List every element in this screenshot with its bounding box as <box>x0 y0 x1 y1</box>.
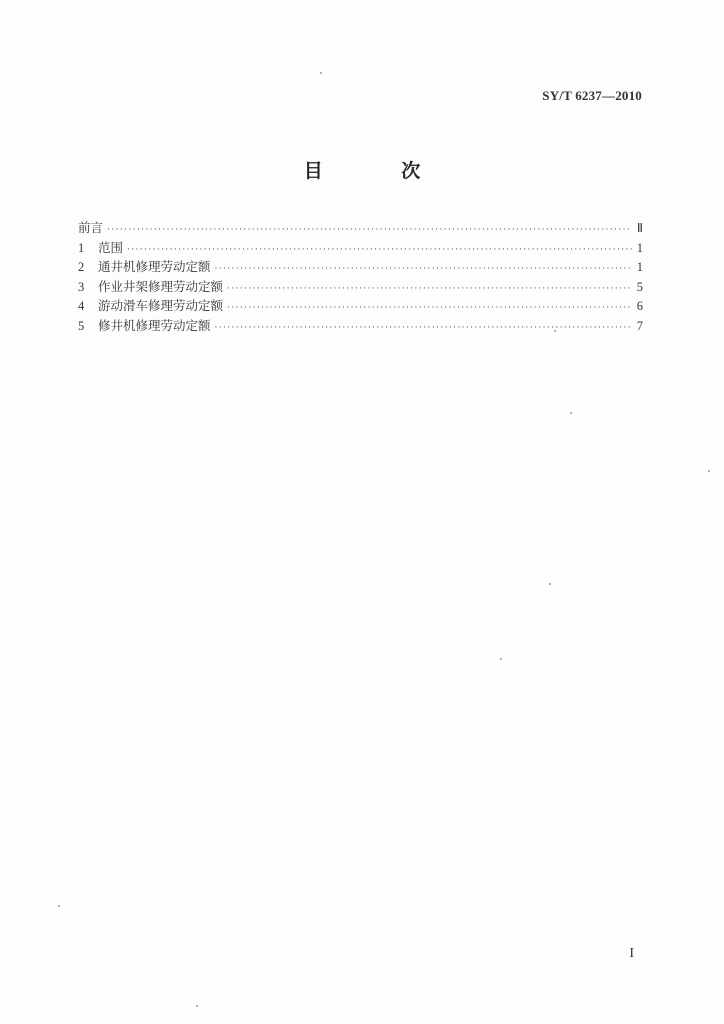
toc-entry-4[interactable] <box>78 296 643 316</box>
toc-title: 目 次 <box>303 160 457 182</box>
toc-entry-page: 7 <box>636 318 643 333</box>
scan-speck <box>58 905 60 907</box>
toc-entry-page: Ⅱ <box>636 221 643 235</box>
toc-entry-page: 1 <box>636 260 643 274</box>
scan-speck <box>554 330 556 332</box>
toc-entry-text: 前言 <box>78 220 104 235</box>
toc-entry-number: 5 <box>78 318 85 333</box>
toc-entry-2[interactable] <box>78 257 643 277</box>
toc-dot-leader <box>227 299 632 319</box>
toc-entry-number: 1 <box>78 240 85 255</box>
scan-speck <box>549 583 551 585</box>
toc-entry-page: 5 <box>636 279 643 294</box>
toc-entry-page: 1 <box>636 240 643 255</box>
toc-entry-preface[interactable] <box>78 218 643 238</box>
toc-entry-number: 3 <box>78 279 85 294</box>
toc-entry-text: 游动滑车修理劳动定额 <box>98 298 224 313</box>
scan-speck <box>708 470 710 472</box>
toc-dot-leader <box>107 221 632 241</box>
scan-speck <box>196 1005 198 1007</box>
toc-entry-3[interactable] <box>78 277 643 297</box>
table-of-contents <box>78 218 643 335</box>
toc-entry-number: 4 <box>78 299 85 313</box>
toc-dot-leader <box>215 260 632 280</box>
toc-entry-text: 范围 <box>98 239 124 255</box>
toc-entry-scope[interactable] <box>78 238 643 258</box>
scan-speck <box>570 412 572 414</box>
toc-dot-leader <box>227 280 632 300</box>
scan-speck <box>320 72 322 74</box>
page-number: I <box>629 946 634 961</box>
toc-entry-number: 2 <box>78 260 85 274</box>
toc-dot-leader <box>215 319 632 339</box>
toc-entry-text: 修井机修理劳动定额 <box>98 317 211 333</box>
toc-entry-page: 6 <box>636 299 643 313</box>
toc-entry-5[interactable] <box>78 316 643 336</box>
scan-speck <box>500 658 502 660</box>
standard-code: SY/T 6237—2010 <box>542 88 642 103</box>
toc-entry-text: 通井机修理劳动定额 <box>98 259 211 274</box>
toc-entry-text: 作业井架修理劳动定额 <box>98 278 224 294</box>
